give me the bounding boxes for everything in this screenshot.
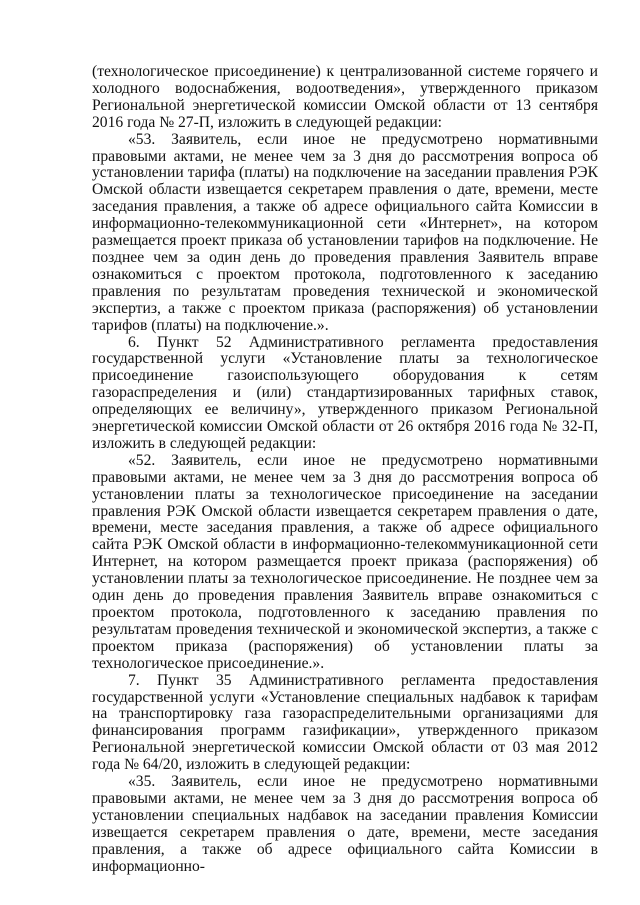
paragraph-item-6: 6. Пункт 52 Административного регламента предоставления государственной услуги «Установление платы за технологическое присоединение газоиспользующего оборудования к сетям газораспределения и (или) стандартизированных тарифных ставок, определяющих ее величину», утвержденного приказом Региональной энергетической комиссии Омской области от 26 октября 2016 года № 32-П, изложить в следующей редакции: <box>92 333 598 452</box>
paragraph-item-7: 7. Пункт 35 Административного регламента предоставления государственной услуги «Установление специальных надбавок к тарифам на транспортировку газа газораспределительными организациями для финансирования программ газификации», утвержденного приказом Региональной энергетической комиссии Омской области от 03 мая 2012 года № 64/20, изложить в следующей редакции: <box>92 671 598 774</box>
paragraph-quoted-53: «53. Заявитель, если иное не предусмотрено нормативными правовыми актами, не менее чем за 3 дня до рассмотрения вопроса об установлении тарифа (платы) на подключение на заседании правления РЭК Омской области извещается секретарем правления о дате, времени, месте заседания правления, а также об адресе официального сайта Комиссии в информационно-телекоммуникационной сети «Интернет», на котором размещается проект приказа об установлении тарифов на подключение. Не позднее чем за один день до проведения правления Заявитель вправе ознакомиться с проектом протокола, подготовленного к заседанию правления по результатам проведения технической и экономической экспертиз, а также с проектом приказа (распоряжения) об установлении тарифов (платы) на подключение.». <box>92 130 598 334</box>
paragraph-intro-continuation: (технологическое присоединение) к централизованной системе горячего и холодного водоснабжения, водоотведения», утвержденного приказом Региональной энергетической комиссии Омской области от 13 сентября 2016 года № 27-П, изложить в следующей редакции: <box>92 63 598 131</box>
document-body <box>92 64 598 876</box>
paragraph-quoted-35: «35. Заявитель, если иное не предусмотрено нормативными правовыми актами, не менее чем за 3 дня до рассмотрения вопроса об установлении специальных надбавок на заседании правления Комиссии извещается секретарем правления о дате, времени, месте заседания правления, а также об адресе официального сайта Комиссии в информационно- <box>92 773 598 875</box>
paragraph-quoted-52: «52. Заявитель, если иное не предусмотрено нормативными правовыми актами, не менее чем за 3 дня до рассмотрения вопроса об установлении платы за технологическое присоединение на заседании правления РЭК Омской области извещается секретарем правления о дате, времени, месте заседания правления, а также об адресе официального сайта РЭК Омской области в информационно-телекоммуникационной сети Интернет, на котором размещается проект приказа (распоряжения) об установлении платы за технологическое присоединение. Не позднее чем за один день до проведения правления Заявитель вправе ознакомиться с проектом протокола, подготовленного к заседанию правления по результатам проведения технической и экономической экспертиз, а также с проектом приказа (распоряжения) об установлении платы за технологическое присоединение.». <box>92 451 598 672</box>
